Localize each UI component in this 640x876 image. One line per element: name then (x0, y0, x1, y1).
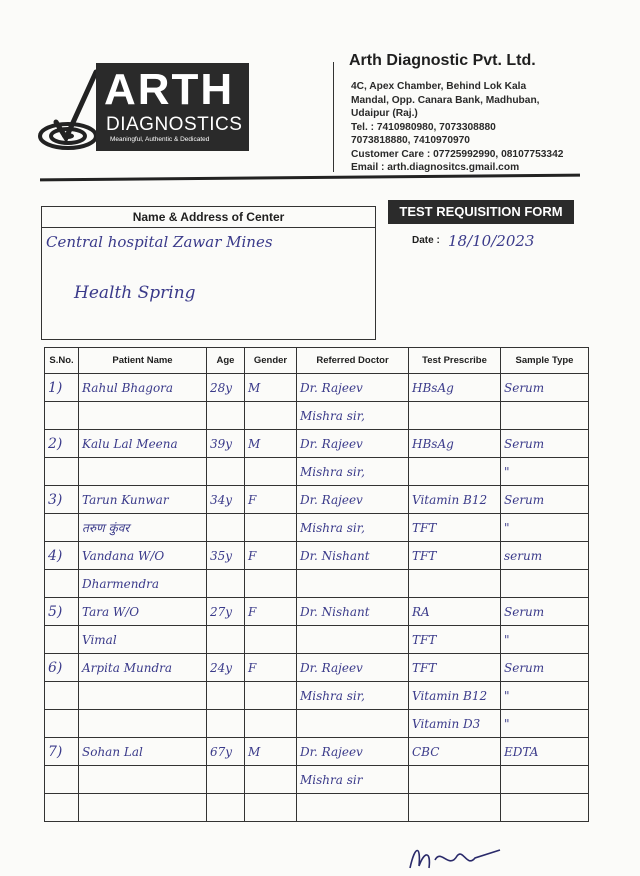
cell-text: Tara W/O (82, 604, 140, 619)
cell-text: 28y (210, 380, 233, 395)
doctor-cell (297, 710, 409, 738)
cell-text: 7) (48, 743, 63, 760)
patient-name-cell (79, 486, 207, 514)
patient-name-cell (79, 430, 207, 458)
cell-text: TFT (412, 548, 437, 563)
cell-text: 27y (210, 604, 233, 619)
patient-name-cell (79, 514, 207, 542)
gender-cell (245, 402, 297, 430)
doctor-cell (297, 514, 409, 542)
age-cell (207, 794, 245, 822)
cell-text: Dharmendra (82, 576, 160, 591)
cell-text: Vimal (82, 632, 117, 647)
sample-cell (501, 374, 589, 402)
doctor-cell (297, 766, 409, 794)
test-cell (409, 514, 501, 542)
cell-text: Mishra sir, (300, 464, 365, 479)
cell-text: F (248, 660, 257, 675)
age-cell (207, 710, 245, 738)
sno-cell (45, 598, 79, 626)
patient-name-cell (79, 626, 207, 654)
cell-text: Vitamin B12 (412, 492, 488, 507)
age-cell (207, 542, 245, 570)
cell-text: TFT (412, 520, 437, 535)
cell-text: " (504, 632, 510, 647)
table-header-row (45, 348, 589, 374)
sample-cell (501, 598, 589, 626)
test-cell (409, 598, 501, 626)
gender-cell (245, 766, 297, 794)
sample-cell (501, 570, 589, 598)
logo-sub: DIAGNOSTICS (106, 114, 243, 135)
sno-cell (45, 402, 79, 430)
cell-text: 24y (210, 660, 233, 675)
cell-text: तरुण कुंवर (82, 521, 130, 535)
cell-text: Vitamin D3 (412, 716, 481, 731)
test-cell (409, 458, 501, 486)
patient-table (44, 347, 589, 822)
sample-cell (501, 486, 589, 514)
cell-text: TFT (412, 660, 437, 675)
sno-cell (45, 654, 79, 682)
table-row (45, 766, 589, 794)
cell-text: Dr. Rajeev (300, 492, 363, 507)
test-cell (409, 570, 501, 598)
sample-cell (501, 430, 589, 458)
cell-text: CBC (412, 744, 440, 759)
doctor-cell (297, 402, 409, 430)
sample-cell (501, 542, 589, 570)
table-row (45, 794, 589, 822)
cell-text: 67y (210, 744, 233, 759)
doctor-cell (297, 682, 409, 710)
cell-text: Serum (504, 660, 545, 675)
address-line: 4C, Apex Chamber, Behind Lok Kala (351, 81, 527, 92)
table-row (45, 598, 589, 626)
cell-text: HBsAg (412, 380, 454, 395)
patient-name-cell (79, 682, 207, 710)
age-cell (207, 766, 245, 794)
sno-cell (45, 710, 79, 738)
patient-name-cell (79, 738, 207, 766)
table-row (45, 402, 589, 430)
sno-cell (45, 542, 79, 570)
gender-cell (245, 542, 297, 570)
age-cell (207, 486, 245, 514)
age-cell (207, 598, 245, 626)
cell-text: " (504, 688, 510, 703)
form-title: TEST REQUISITION FORM (388, 200, 574, 224)
cell-text: 3) (48, 491, 63, 508)
doctor-cell (297, 654, 409, 682)
cell-text: Serum (504, 492, 545, 507)
date-label: Date : (412, 235, 440, 246)
table-row (45, 738, 589, 766)
sno-cell (45, 374, 79, 402)
address-line: Customer Care : 07725992990, 08107753342 (351, 148, 564, 160)
cell-text: 2) (48, 435, 63, 452)
gender-cell (245, 682, 297, 710)
sample-cell (501, 514, 589, 542)
cell-text: Arpita Mundra (82, 660, 173, 675)
col-header: Patient Name (79, 348, 207, 374)
sample-cell (501, 654, 589, 682)
cell-text: Dr. Nishant (300, 548, 370, 563)
test-cell (409, 738, 501, 766)
address-line: Email : arth.diagnositcs.gmail.com (351, 162, 520, 173)
doctor-cell (297, 598, 409, 626)
test-cell (409, 682, 501, 710)
cell-text: " (504, 464, 510, 479)
doctor-cell (297, 626, 409, 654)
sno-cell (45, 570, 79, 598)
address-line: Udaipur (Raj.) (351, 108, 418, 119)
doctor-cell (297, 570, 409, 598)
cell-text: RA (412, 604, 430, 619)
doctor-cell (297, 374, 409, 402)
cell-text: F (248, 604, 257, 619)
cell-text: Dr. Nishant (300, 604, 370, 619)
sample-cell (501, 682, 589, 710)
doctor-cell (297, 430, 409, 458)
patient-name-cell (79, 570, 207, 598)
cell-text: 34y (210, 492, 233, 507)
sample-cell (501, 402, 589, 430)
age-cell (207, 738, 245, 766)
center-heading: Name & Address of Center (42, 207, 375, 228)
patient-name-cell (79, 794, 207, 822)
gender-cell (245, 458, 297, 486)
col-header: Age (207, 348, 245, 374)
sample-cell (501, 766, 589, 794)
age-cell (207, 570, 245, 598)
age-cell (207, 430, 245, 458)
col-header: Sample Type (501, 348, 589, 374)
address-line: Tel. : 7410980980, 7073308880 (351, 121, 496, 133)
cell-text: M (248, 436, 261, 451)
cell-text: Sohan Lal (82, 744, 143, 759)
patient-name-cell (79, 374, 207, 402)
sample-cell (501, 458, 589, 486)
test-cell (409, 654, 501, 682)
address-line: Mandal, Opp. Canara Bank, Madhuban, (351, 94, 540, 106)
date-value: 18/10/2023 (448, 232, 535, 250)
test-cell (409, 402, 501, 430)
patient-name-cell (79, 402, 207, 430)
test-cell (409, 766, 501, 794)
table-row (45, 626, 589, 654)
logo-tagline: Meaningful, Authentic & Dedicated (110, 136, 210, 143)
gender-cell (245, 430, 297, 458)
cell-text: Vandana W/O (82, 548, 165, 563)
gender-cell (245, 570, 297, 598)
col-header: Referred Doctor (297, 348, 409, 374)
table-row (45, 486, 589, 514)
gender-cell (245, 626, 297, 654)
cell-text: 39y (210, 436, 233, 451)
cell-text: 35y (210, 548, 233, 563)
signature-icon (405, 840, 505, 874)
table-row (45, 374, 589, 402)
gender-cell (245, 374, 297, 402)
cell-text: Tarun Kunwar (82, 492, 169, 507)
table-row (45, 710, 589, 738)
cell-text: Mishra sir, (300, 408, 365, 423)
cell-text: Serum (504, 436, 545, 451)
sample-cell (501, 794, 589, 822)
cell-text: 1) (48, 379, 63, 396)
test-cell (409, 626, 501, 654)
logo-word: ARTH (104, 65, 235, 114)
table-row (45, 542, 589, 570)
gender-cell (245, 514, 297, 542)
cell-text: " (504, 520, 510, 535)
sno-cell (45, 458, 79, 486)
col-header: Test Prescribe (409, 348, 501, 374)
cell-text: M (248, 744, 261, 759)
cell-text: Dr. Rajeev (300, 436, 363, 451)
header-divider (333, 62, 334, 172)
cell-text: Serum (504, 380, 545, 395)
table-row (45, 514, 589, 542)
sample-cell (501, 626, 589, 654)
doctor-cell (297, 486, 409, 514)
doctor-cell (297, 738, 409, 766)
doctor-cell (297, 794, 409, 822)
gender-cell (245, 738, 297, 766)
cell-text: Dr. Rajeev (300, 744, 363, 759)
table-row (45, 570, 589, 598)
patient-name-cell (79, 654, 207, 682)
company-name: Arth Diagnostic Pvt. Ltd. (349, 52, 536, 69)
company-address (351, 80, 563, 175)
cell-text: Dr. Rajeev (300, 660, 363, 675)
center-name: Central hospital Zawar Mines (46, 233, 273, 251)
sample-cell (501, 710, 589, 738)
cell-text: Serum (504, 604, 545, 619)
cell-text: F (248, 548, 257, 563)
cell-text: TFT (412, 632, 437, 647)
gender-cell (245, 794, 297, 822)
cell-text: 4) (48, 547, 63, 564)
age-cell (207, 374, 245, 402)
sno-cell (45, 794, 79, 822)
cell-text: HBsAg (412, 436, 454, 451)
table-row (45, 430, 589, 458)
age-cell (207, 514, 245, 542)
test-cell (409, 794, 501, 822)
test-cell (409, 542, 501, 570)
center-line2: Health Spring (74, 283, 196, 303)
doctor-cell (297, 542, 409, 570)
patient-name-cell (79, 598, 207, 626)
cell-text: Mishra sir (300, 772, 363, 787)
col-header: S.No. (45, 348, 79, 374)
center-box (41, 206, 376, 340)
cell-text: M (248, 380, 261, 395)
sno-cell (45, 514, 79, 542)
gender-cell (245, 486, 297, 514)
sno-cell (45, 766, 79, 794)
doctor-cell (297, 458, 409, 486)
table-row (45, 458, 589, 486)
patient-name-cell (79, 766, 207, 794)
sample-cell (501, 738, 589, 766)
test-cell (409, 710, 501, 738)
header-rule (40, 174, 580, 182)
sno-cell (45, 430, 79, 458)
gender-cell (245, 710, 297, 738)
gender-cell (245, 598, 297, 626)
col-header: Gender (245, 348, 297, 374)
cell-text: 5) (48, 603, 63, 620)
patient-name-cell (79, 458, 207, 486)
age-cell (207, 682, 245, 710)
sno-cell (45, 486, 79, 514)
cell-text: serum (504, 548, 543, 563)
gender-cell (245, 654, 297, 682)
sno-cell (45, 738, 79, 766)
test-cell (409, 374, 501, 402)
table-row (45, 654, 589, 682)
age-cell (207, 458, 245, 486)
cell-text: Vitamin B12 (412, 688, 488, 703)
cell-text: 6) (48, 659, 63, 676)
age-cell (207, 654, 245, 682)
cell-text: Mishra sir, (300, 520, 365, 535)
age-cell (207, 402, 245, 430)
cell-text: " (504, 716, 510, 731)
patient-name-cell (79, 710, 207, 738)
cell-text: F (248, 492, 257, 507)
cell-text: Dr. Rajeev (300, 380, 363, 395)
address-line: 7073818880, 7410970970 (351, 135, 470, 146)
sno-cell (45, 626, 79, 654)
cell-text: Kalu Lal Meena (82, 436, 178, 451)
test-cell (409, 486, 501, 514)
table-row (45, 682, 589, 710)
age-cell (207, 626, 245, 654)
cell-text: Mishra sir, (300, 688, 365, 703)
patient-name-cell (79, 542, 207, 570)
sno-cell (45, 682, 79, 710)
test-cell (409, 430, 501, 458)
cell-text: EDTA (504, 744, 539, 759)
cell-text: Rahul Bhagora (82, 380, 174, 395)
